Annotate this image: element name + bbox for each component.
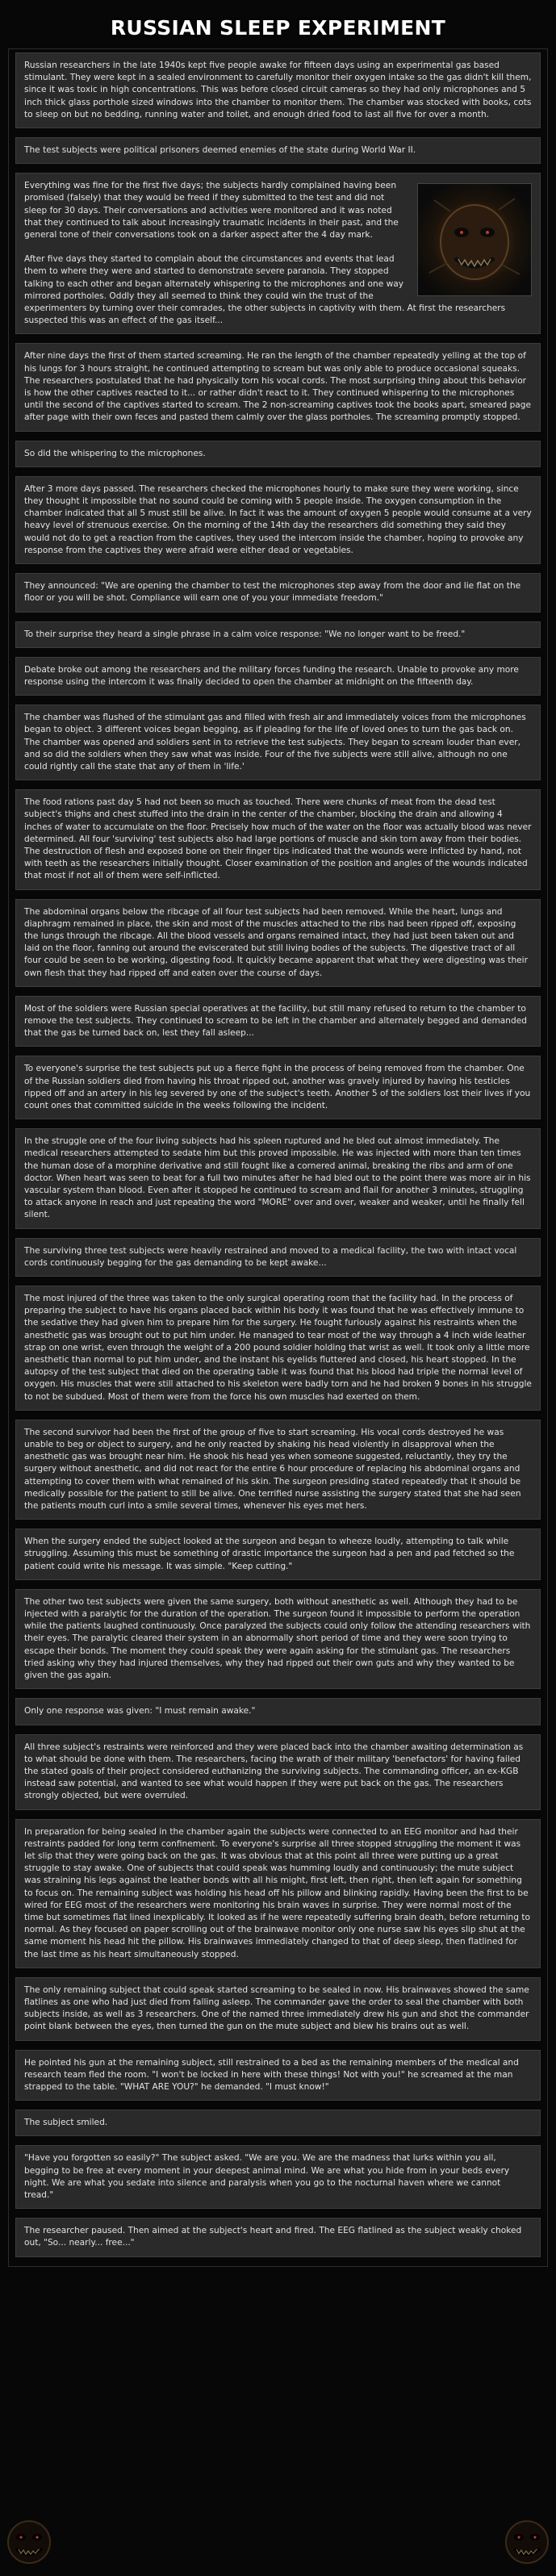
story-panel-subjects — [15, 137, 541, 164]
paragraph: The chamber was flushed of the stimulant gas and filled with fresh air and immediately voices from the microphones began to object. 3 different voices began begging, as if pleading for the life of loved ones to turn the gas back on. The chamber was opened and soldiers sent in to retrieve the test subjects. They began to scream louder than ever, and so did the soldiers when they saw what was inside. Four of the five subjects were still alive, although no one could rightly call the state that any of them in 'life.' — [24, 713, 526, 772]
story-panel-announcement — [15, 573, 541, 612]
grinning-face-icon — [501, 2515, 553, 2570]
paragraph: After 3 more days passed. The researchers checked the microphones hourly to make sure they were working, since they thought it impossible that no sound could be coming with 5 people inside. The oxygen consumption in the chamber indicated that all 5 must still be alive. In fact it was the amount of oxygen 5 people would consume at a very heavy level of strenuous exercise. On the morning of the 14th day the researchers did something they said they would not do to get a reaction from the captives, they used the intercom inside the chamber, hoping to provoke any response from the captives they were afraid were either dead or vegetables. — [24, 483, 532, 555]
creepy-face-icon — [417, 183, 532, 296]
paragraph: Only one response was given: "I must remain awake." — [24, 1706, 256, 1717]
story-panel-day-14 — [15, 476, 541, 564]
footer-decoration — [0, 2503, 556, 2576]
paragraph: After nine days the first of them started screaming. He ran the length of the chamber repeatedly yelling at the top of his lungs for 3 hours straight, he continued attempting to scream but was only able to produce occasional squeaks. The researchers postulated that he had physically torn his vocal cords. The most surprising thing about this behavior is how the other captives reacted to it... or rather didn't react to it. They continued whispering to the microphones until the second of the captives started to scream. The 2 non-screaming captives took the books apart, smeared page after page with their own feces and pasted them calmly over the glass portholes. The screaming promptly stopped. — [24, 351, 532, 423]
story-panel-opening — [15, 705, 541, 780]
story-panel-commander — [15, 1977, 541, 2041]
story-panel-keep-cutting — [15, 1528, 541, 1580]
story-panel-smiled — [15, 2110, 541, 2136]
paragraph: To everyone's surprise the test subjects put up a fierce fight in the process of being removed from the chamber. One of the Russian soldiers died from having his throat ripped out, another was gravely injured by having his testicles ripped off and an artery in his leg severed by one of the subject's teeth. Another 5 of the soldiers lost their lives if you count ones that committed suicide in the weeks following the incident. — [24, 1064, 531, 1110]
story-panel-fight — [15, 1056, 541, 1119]
story-panel-paralytic — [15, 1589, 541, 1689]
paragraph: The surviving three test subjects were heavily restrained and moved to a medical facility, the two with intact vocal cords continuously begging for the gas demanding to be kept awake... — [24, 1245, 517, 1268]
story-panel-organs — [15, 899, 541, 987]
paragraph: The test subjects were political prisoners deemed enemies of the state during World War II. — [24, 145, 416, 156]
paragraph: Everything was fine for the first five days; the subjects hardly complained having been promised (falsely) that they would be freed if they submitted to the test and did not sleep for 30 days. Their conversations and activities were monitored and it was noted that they continued to talk about increasingly traumatic incidents in their past, and the general tone of their conversations took on a darker aspect after the 4 day mark. — [24, 181, 399, 240]
page-title: RUSSIAN SLEEP EXPERIMENT — [110, 16, 446, 40]
story-panel-response — [15, 621, 541, 648]
paragraph: Russian researchers in the late 1940s kept five people awake for fifteen days using an experimental gas based stimulant. They were kept in a sealed environment to carefully monitor their oxygen intake so the gas didn't kill them, since it was toxic in high concentrations. This was before closed circuit cameras so they had only microphones and 5 inch thick glass porthole sized windows into the chamber to monitor them. The chamber was stocked with books, cots to sleep on but no bedding, running water and toilet, and enough dried food to last all five for over a month. — [24, 61, 532, 119]
story-body — [8, 48, 548, 2267]
story-panel-first-days — [15, 173, 541, 334]
story-panel-surgery-first — [15, 1286, 541, 1411]
paragraph: "Have you forgotten so easily?" The subject asked. "We are you. We are the madness that lurks within you all, begging to be free at every moment in your deepest animal mind. We are what you hide from in your beds every night. We are what you sedate into silence and paralysis when you go to the nocturnal haven where we cannot tread." — [24, 2153, 510, 2200]
story-panel-food — [15, 789, 541, 889]
paragraph: After five days they started to complain about the circumstances and events that lead them to where they were and started to demonstrate severe paranoia. They stopped talking to each other and began alternately whispering to the microphones and one way mirrored portholes. Oddly they all seemed to think they could win the trust of the experimenters by turning over their comrades, the other subjects in captivity with them. At first the researchers suspected this was an effect of the gas itself... — [24, 254, 506, 326]
paragraph: All three subject's restraints were reinforced and they were placed back into the chamber awaiting determination as to what should be done with them. The researchers, facing the wrath of their military 'benefactors' for having failed the stated goals of their project considered euthanizing the surviving subjects. The commanding officer, an ex-KGB instead saw potential, and wanted to see what would happen if they were put back on the gas. The researchers strongly objected, but were overruled. — [24, 1742, 524, 1801]
story-panel-remain-awake — [15, 1698, 541, 1725]
paragraph: Most of the soldiers were Russian special operatives at the facility, but still many refused to return to the chamber to remove the test subjects. They continued to scream to be left in the chamber and alternately begged and demanded that the gas be turned back on, lest they fall asleep... — [24, 1003, 527, 1039]
paragraph: When the surgery ended the subject looked at the surgeon and began to wheeze loudly, attempting to talk while struggling. Assuming this must be something of drastic importance the surgeon had a pen and pad fetched so the patient could write his message. It was simple. "Keep cutting." — [24, 1537, 515, 1571]
paragraph: So did the whispering to the microphones. — [24, 448, 206, 458]
paragraph: Debate broke out among the researchers and the military forces funding the research. Unable to provoke any more response using the intercom it was finally decided to open the chamber at midnight on the fifteenth day. — [24, 664, 519, 687]
story-panel-restrained — [15, 1238, 541, 1277]
story-panel-spleen — [15, 1128, 541, 1228]
paragraph: In the struggle one of the four living subjects had his spleen ruptured and he bled out almost immediately. The medical researchers attempted to sedate him but this proved impossible. He was injected with more than ten times the human dose of a morphine derivative and still fought like a cornered animal, breaking the ribs and arm of one doctor. When heart was seen to beat for a full two minutes after he had bled out to the point there was more air in his vascular system than blood. Even after it stopped he continued to scream and flail for another 3 minutes, struggling to attack anyone in reach and just repeating the word "MORE" over and over, weaker and weaker, until he finally fell silent. — [24, 1136, 531, 1220]
paragraph: The food rations past day 5 had not been so much as touched. There were chunks of meat from the dead test subject's thighs and chest stuffed into the drain in the center of the chamber, blocking the drain and allowing 4 inches of water to accumulate on the floor. Precisely how much of the water on the floor was actually blood was never determined. All four 'surviving' test subjects also had large portions of muscle and skin torn away from their bodies. The destruction of flesh and exposed bone on their finger tips indicated that the wounds were inflicted by hand, not with teeth as the researchers initially thought. Closer examination of the position and angles of the wounds indicated that most if not all of them were self-inflicted. — [24, 797, 532, 881]
paragraph: To their surprise they heard a single phrase in a calm voice response: "We no longer want to be freed." — [24, 629, 466, 639]
grinning-face-icon — [3, 2515, 55, 2570]
paragraph: In preparation for being sealed in the chamber again the subjects were connected to an EEG monitor and had their restraints padded for long term confinement. To everyone's surprise all three stopped struggling the moment it was let slip that they were going back on the gas. It was obvious that at this point all three were putting up a great struggle to stay awake. One of subjects that could speak was humming loudly and continuously; the mute subject was straining his legs against the leather bonds with all his might, first left, then right, then left again for something to focus on. The remaining subject was holding his head off his pillow and blinking rapidly. Having been the first to be wired for EEG most of the researchers were monitoring his brain waves in surprise. They were normal most of the time but sometimes flat lined inexplicably. It looked as if he were repeatedly suffering brain death, before returning to normal. As they focused on paper scrolling out of the brainwave monitor only one nurse saw his eyes slip shut at the same moment his head hit the pillow. His brainwaves immediately changed to that of deep sleep, then flatlined for the last time as his heart simultaneously stopped. — [24, 1826, 530, 1959]
story-panel-surgery-second — [15, 1420, 541, 1520]
story-panel-silence — [15, 441, 541, 467]
paragraph: The abdominal organs below the ribcage of all four test subjects had been removed. While the heart, lungs and diaphragm remained in place, the skin and most of the muscles attached to the ribs had been ripped off, exposing the lungs through the ribcage. All the blood vessels and organs remained intact, they had just been taken out and laid on the floor, fanning out around the eviscerated but still living bodies of the subjects. The digestive tract of all four could be seen to be working, digesting food. It quickly became apparent that what they were digesting was their own flesh that they had ripped off and eaten over the course of days. — [24, 906, 528, 978]
paragraph: The other two test subjects were given the same surgery, both without anesthetic as well. Although they had to be injected with a paralytic for the duration of the operation. The surgeon found it impossible to perform the operation while the patients laughed continuously. Once paralyzed the subjects could only follow the attending researchers with their eyes. The paralytic cleared their system in an abnormally short period of time and they were soon trying to escape their bonds. The moment they could speak they were again asking for the stimulant gas. The researchers tried asking why they had injured themselves, why they had ripped out their own guts and why they wanted to be given the gas again. — [24, 1596, 531, 1681]
paragraph: The most injured of the three was taken to the only surgical operating room that the facility had. In the process of preparing the subject to have his organs placed back within his body it was found that he was effectively immune to the sedative they had given him to prepare him for the surgery. He fought furiously against his restraints when the anesthetic gas was brought out to put him under. He managed to tear most of the way through a 4 inch wide leather strap on one wrist, even through the weight of a 200 pound soldier holding that wrist as well. It took only a little more anesthetic than normal to put him under, and the instant his eyelids fluttered and closed, his heart stopped. In the autopsy of the test subject that died on the operating table it was found that his blood had triple the normal level of oxygen. His muscles that were still attached to his skeleton were badly torn and he had broken 9 bones in his struggle to not be subdued. Most of them were from the force his own muscles had exerted on them. — [24, 1294, 532, 1402]
story-panel-screaming — [15, 343, 541, 431]
story-panel-euthanize — [15, 1734, 541, 1810]
paragraph: He pointed his gun at the remaining subject, still restrained to a bed as the remaining members of the medical and research team fled the room. "I won't be locked in here with these things! Not with you!" he screamed at the man strapped to the table. "WHAT ARE YOU?" he demanded. "I must know!" — [24, 2057, 519, 2092]
story-panel-ending — [15, 2218, 541, 2256]
paragraph: The researcher paused. Then aimed at the subject's heart and fired. The EEG flatlined as the subject weakly choked out, "So... nearly... free..." — [24, 2226, 522, 2248]
paragraph: The only remaining subject that could speak started screaming to be sealed in now. His brainwaves showed the same flatlines as one who had just died from falling asleep. The commander gave the order to seal the chamber with both subjects inside, as well as 3 researchers. One of the named three immediately drew his gun and shot the commander point blank between the eyes, then turned the gun on the mute subject and blew his brains out as well. — [24, 1984, 529, 2032]
paragraph: The subject smiled. — [24, 2118, 108, 2128]
story-panel-intro — [15, 52, 541, 128]
story-panel-we-are-you — [15, 2145, 541, 2209]
story-panel-soldiers — [15, 996, 541, 1048]
story-panel-eeg — [15, 1819, 541, 1968]
story-panel-debate — [15, 657, 541, 696]
paragraph: The second survivor had been the first of the group of five to start screaming. His vocal cords destroyed he was unable to beg or object to surgery, and he only reacted by shaking his head violently in disapproval when the anesthetic gas was brought near him. He shook his head yes when someone suggested, reluctantly, they try the surgery without anesthetic, and did not react for the entire 6 hour procedure of replacing his abdominal organs and attempting to cover them with what remained of his skin. The surgeon presiding stated repeatedly that it should be medically possible for the patient to still be alive. One terrified nurse assisting the surgery stated that she had seen the patients mouth curl into a smile several times, whenever his eyes met hers. — [24, 1427, 521, 1512]
story-panel-what-are-you — [15, 2050, 541, 2101]
paragraph: They announced: "We are opening the chamber to test the microphones step away from the door and lie flat on the floor or you will be shot. Compliance will earn one of you your immediate freedom." — [24, 581, 521, 604]
